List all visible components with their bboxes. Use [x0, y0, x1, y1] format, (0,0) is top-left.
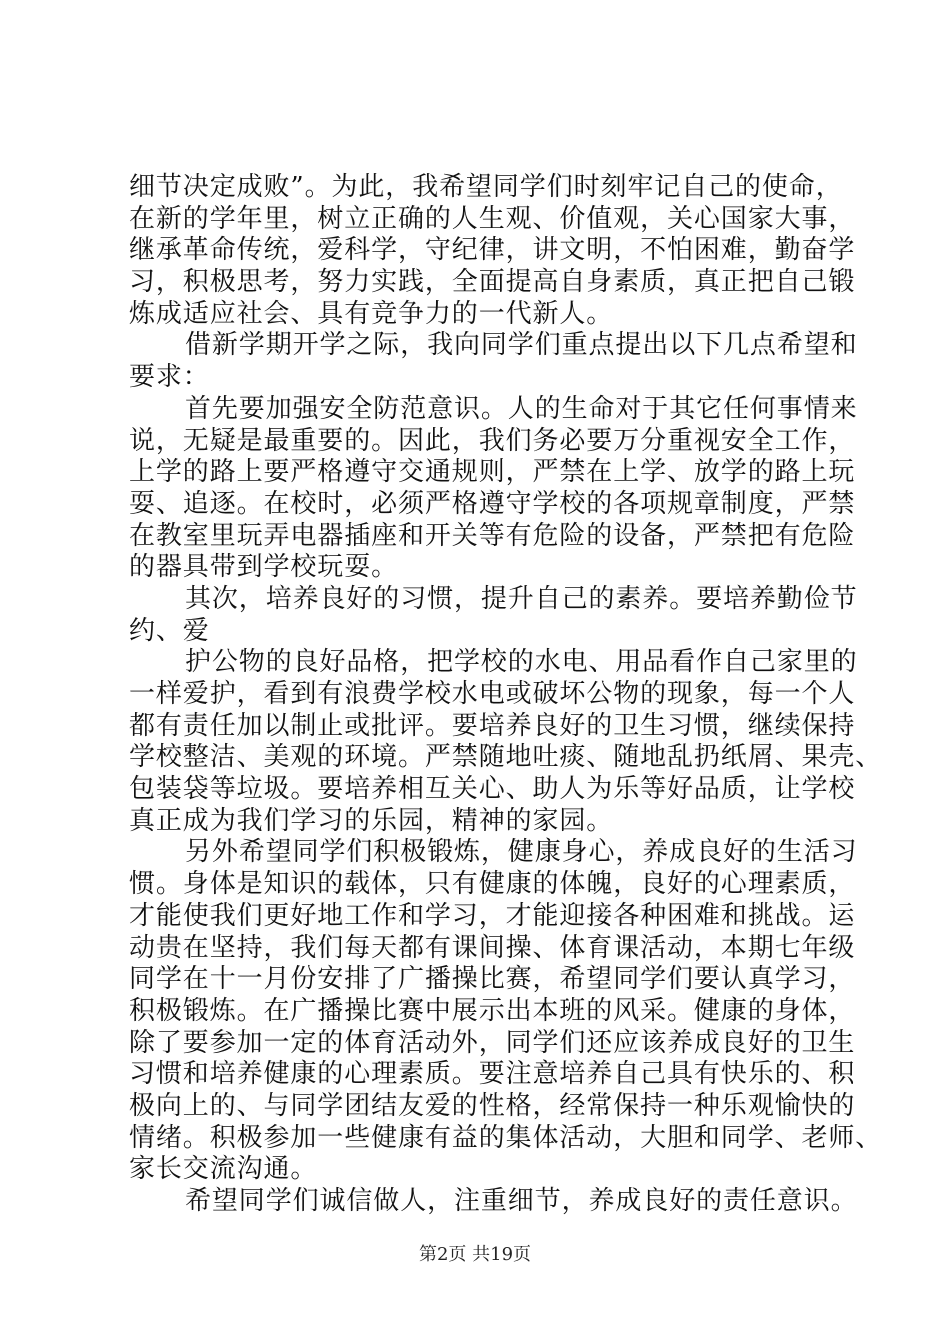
text-line-13: 的器具带到学校玩耍。: [129, 552, 399, 583]
text-line-3: 继承革命传统，爱科学，守纪律，讲文明，不怕困难，勤奋学: [129, 235, 856, 266]
text-line-10: 上学的路上要严格遵守交通规则，严禁在上学、放学的路上玩: [129, 457, 856, 488]
text-line-6: 借新学期开学之际，我向同学们重点提出以下几点希望和: [185, 330, 858, 361]
text-line-25: 动贵在坚持，我们每天都有课间操、体育课活动，本期七年级: [129, 932, 856, 963]
text-line-5: 炼成适应社会、具有竞争力的一代新人。: [129, 298, 614, 329]
text-line-24: 才能使我们更好地工作和学习，才能迎接各种困难和挑战。运: [129, 900, 856, 931]
text-line-1: 细节决定成败”。为此，我希望同学们时刻牢记自己的使命，: [129, 172, 843, 202]
text-line-17: 一样爱护，看到有浪费学校水电或破坏公物的现象，每一个人: [129, 679, 856, 709]
text-line-15: 约、爱: [129, 615, 210, 646]
body-text: [129, 172, 883, 1218]
text-line-28: 除了要参加一定的体育活动外，同学们还应该养成良好的卫生: [129, 1027, 856, 1058]
page-number-footer: 第2页 共19页: [418, 1244, 532, 1265]
text-line-33: 希望同学们诚信做人，注重细节，养成良好的责任意识。: [185, 1186, 858, 1216]
text-line-4: 习，积极思考，努力实践，全面提高自身素质，真正把自己锻: [129, 267, 856, 298]
text-line-7: 要求：: [129, 362, 210, 393]
text-line-14: 其次，培养良好的习惯，提升自己的素养。要培养勤俭节: [185, 583, 858, 614]
text-line-18: 都有责任加以制止或批评。要培养良好的卫生习惯，继续保持: [129, 710, 856, 741]
text-line-12: 在教室里玩弄电器插座和开关等有危险的设备，严禁把有危险: [129, 520, 856, 551]
text-line-8: 首先要加强安全防范意识。人的生命对于其它任何事情来: [185, 393, 858, 424]
text-line-32: 家长交流沟通。: [129, 1154, 318, 1185]
text-line-19: 学校整洁、美观的环境。严禁随地吐痰、随地乱扔纸屑、果壳、: [129, 742, 883, 773]
text-line-11: 耍、追逐。在校时，必须严格遵守学校的各项规章制度，严禁: [129, 488, 856, 519]
text-line-29: 习惯和培养健康的心理素质。要注意培养自己具有快乐的、积: [129, 1059, 856, 1090]
text-line-23: 惯。身体是知识的载体，只有健康的体魄，良好的心理素质，: [129, 869, 856, 900]
text-line-9: 说，无疑是最重要的。因此，我们务必要万分重视安全工作，: [129, 425, 856, 456]
text-line-22: 另外希望同学们积极锻炼，健康身心，养成良好的生活习: [185, 837, 858, 868]
text-line-30: 极向上的、与同学团结友爱的性格，经常保持一种乐观愉快的: [129, 1090, 856, 1121]
text-line-31: 情绪。积极参加一些健康有益的集体活动，大胆和同学、老师、: [129, 1122, 883, 1153]
text-line-20: 包装袋等垃圾。要培养相互关心、助人为乐等好品质，让学校: [129, 774, 856, 805]
text-line-26: 同学在十一月份安排了广播操比赛，希望同学们要认真学习，: [129, 964, 856, 995]
text-line-16: 护公物的良好品格，把学校的水电、用品看作自己家里的: [185, 647, 858, 678]
text-line-2: 在新的学年里，树立正确的人生观、价值观，关心国家大事，: [129, 203, 856, 234]
text-line-21: 真正成为我们学习的乐园，精神的家园。: [129, 805, 614, 836]
text-line-27: 积极锻炼。在广播操比赛中展示出本班的风采。健康的身体，: [129, 995, 856, 1026]
